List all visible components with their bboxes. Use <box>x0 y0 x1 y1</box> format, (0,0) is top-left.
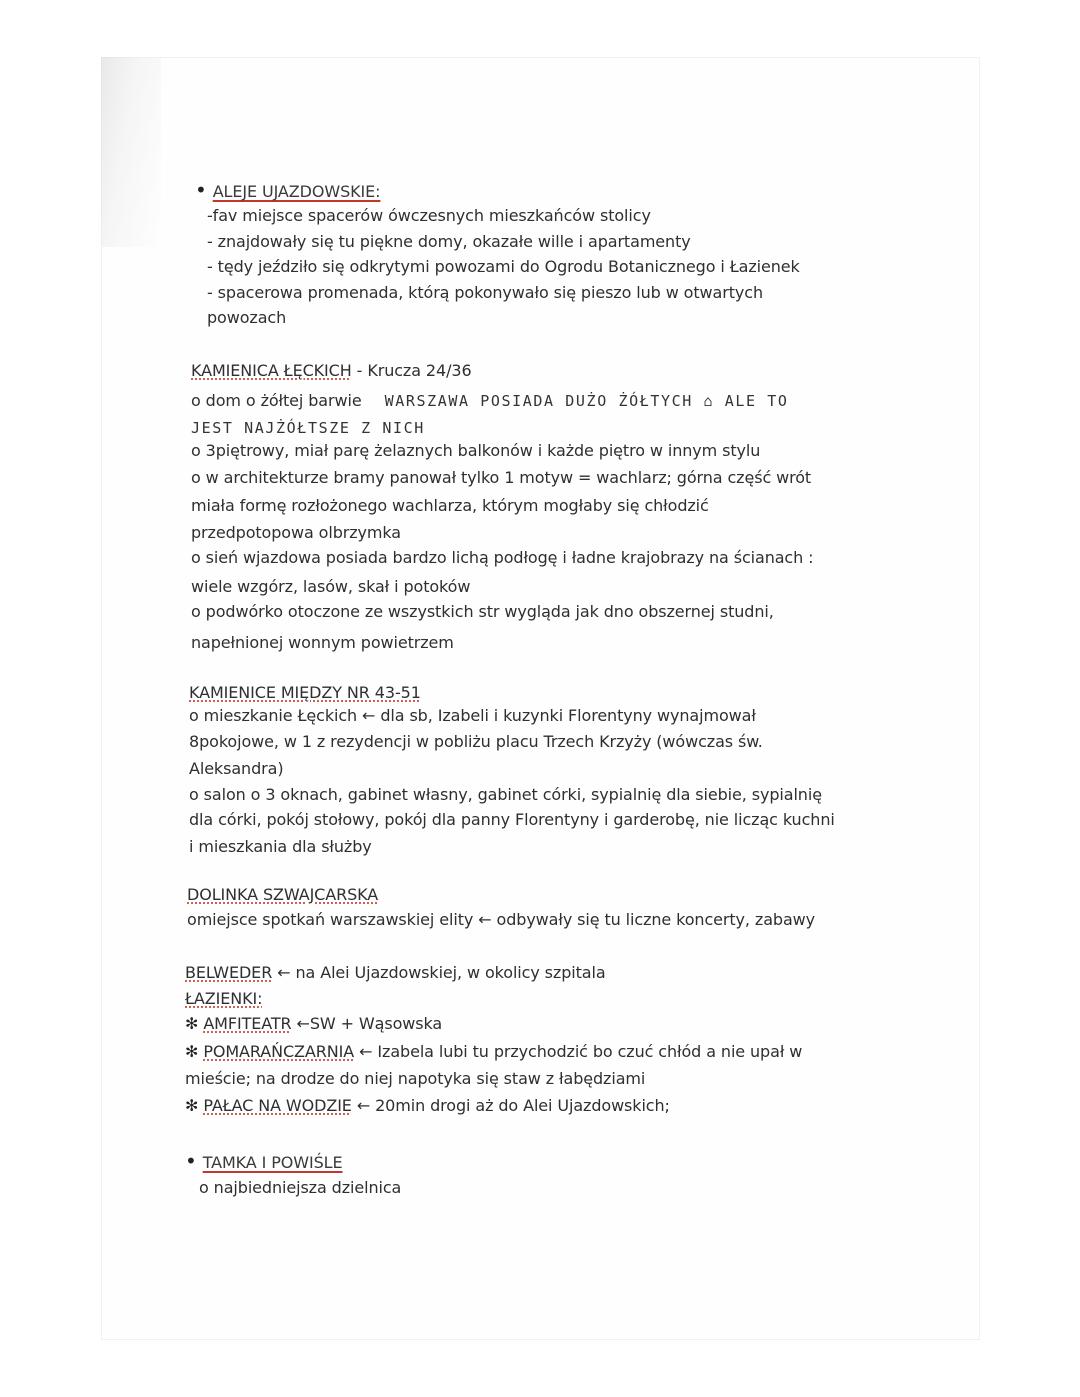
aleje-line-4: - spacerowa promenada, którą pokonywało się pieszo lub w otwartych <box>207 283 763 302</box>
aleje-line-3: - tędy jeździło się odkrytymi powozami do Ogrodu Botanicznego i Łazienek <box>207 257 800 276</box>
kamienica-heading: KAMIENICA ŁĘCKICH <box>191 361 352 380</box>
bullet-icon: • <box>185 1149 197 1173</box>
palac-row <box>185 1095 670 1117</box>
bullet-icon: • <box>195 178 207 202</box>
kamienice-line-5: dla córki, pokój stołowy, pokój dla panny Florentyny i garderobę, nie licząc kuchni <box>189 810 835 829</box>
belweder-text: ← na Alei Ujazdowskiej, w okolicy szpitala <box>272 963 606 982</box>
aleje-heading-row <box>195 179 380 203</box>
pomaranczarnia-label: POMARAŃCZARNIA <box>203 1042 355 1061</box>
asterisk-icon: ✻ <box>185 1042 199 1061</box>
tamka-line: o najbiedniejsza dzielnica <box>199 1178 402 1197</box>
kamienice-line-3: Aleksandra) <box>189 759 284 778</box>
lazienki-heading-row <box>185 988 262 1010</box>
palac-label: PAŁAC NA WODZIE <box>203 1096 352 1115</box>
kamienica-line-5: przedpotopowa olbrzymka <box>191 523 401 542</box>
amfiteatr-label: AMFITEATR <box>203 1014 292 1033</box>
aleje-line-1: -fav miejsce spacerów ówczesnych mieszkańców stolicy <box>207 206 651 225</box>
kamienice-line-4: o salon o 3 oknach, gabinet własny, gabinet córki, sypialnię dla siebie, sypialnię <box>189 785 822 804</box>
kamienica-line-9: napełnionej wonnym powietrzem <box>191 633 454 652</box>
amfiteatr-row <box>185 1013 442 1035</box>
belweder-row <box>185 962 606 984</box>
aleje-line-2: - znajdowały się tu piękne domy, okazałe wille i apartamenty <box>207 232 691 251</box>
kamienice-line-1: o mieszkanie Łęckich ← dla sb, Izabeli i kuzynki Florentyny wynajmował <box>189 706 756 725</box>
kamienica-line-1 <box>191 390 789 412</box>
kamienice-line-2: 8pokojowe, w 1 z rezydencji w pobliżu placu Trzech Krzyży (wówczas św. <box>189 732 763 751</box>
kamienica-line-7: wiele wzgórz, lasów, skał i potoków <box>191 577 471 596</box>
asterisk-icon: ✻ <box>185 1014 199 1033</box>
kamienice-line-6: i mieszkania dla służby <box>189 837 372 856</box>
kamienice-heading-row <box>189 682 421 704</box>
pomaranczarnia-line-2: mieście; na drodze do niej napotyka się staw z łabędziami <box>185 1069 646 1088</box>
kamienica-heading-row <box>191 360 472 382</box>
dolinka-line: omiejsce spotkań warszawskiej elity ← odbywały się tu liczne koncerty, zabawy <box>187 910 816 929</box>
dolinka-heading: DOLINKA SZWAJCARSKA <box>187 885 379 904</box>
amfiteatr-text: ←SW + Wąsowska <box>291 1014 443 1033</box>
aleje-heading: ALEJE UJAZDOWSKIE: <box>212 182 381 201</box>
belweder-heading: BELWEDER <box>185 963 273 982</box>
kamienica-line-3: o w architekturze bramy panował tylko 1 motyw = wachlarz; górna część wrót <box>191 468 812 487</box>
kamienica-caps-1: WARSZAWA POSIADA DUŻO ŻÓŁTYCH ⌂ ALE TO <box>384 392 789 410</box>
pomaranczarnia-row <box>185 1041 802 1063</box>
kamienica-line-4: miała formę rozłożonego wachlarza, którym mogłaby się chłodzić <box>191 496 709 515</box>
kamienica-line-6: o sień wjazdowa posiada bardzo lichą podłogę i ładne krajobrazy na ścianach : <box>191 548 814 567</box>
kamienica-line-2: o 3piętrowy, miał parę żelaznych balkonów i każde piętro w innym stylu <box>191 441 761 460</box>
aleje-line-5: powozach <box>207 308 287 327</box>
dolinka-heading-row <box>187 884 378 906</box>
asterisk-icon: ✻ <box>185 1096 199 1115</box>
kamienice-heading: KAMIENICE MIĘDZY NR 43-51 <box>189 683 421 702</box>
kamienica-caps-2: JEST NAJŻÓŁTSZE Z NICH <box>191 419 425 437</box>
kamienica-line-8: o podwórko otoczone ze wszystkich str wygląda jak dno obszernej studni, <box>191 602 774 621</box>
palac-text: ← 20min drogi aż do Alei Ujazdowskich; <box>351 1096 670 1115</box>
kamienica-line-1-text: o dom o żółtej barwie <box>191 391 362 410</box>
lazienki-heading: ŁAZIENKI: <box>185 989 263 1008</box>
tamka-heading: TAMKA I POWIŚLE <box>202 1153 343 1172</box>
kamienica-address: - Krucza 24/36 <box>351 361 472 380</box>
pomaranczarnia-text: ← Izabela lubi tu przychodzić bo czuć chłód a nie upał w <box>354 1042 803 1061</box>
tamka-heading-row <box>185 1150 343 1174</box>
